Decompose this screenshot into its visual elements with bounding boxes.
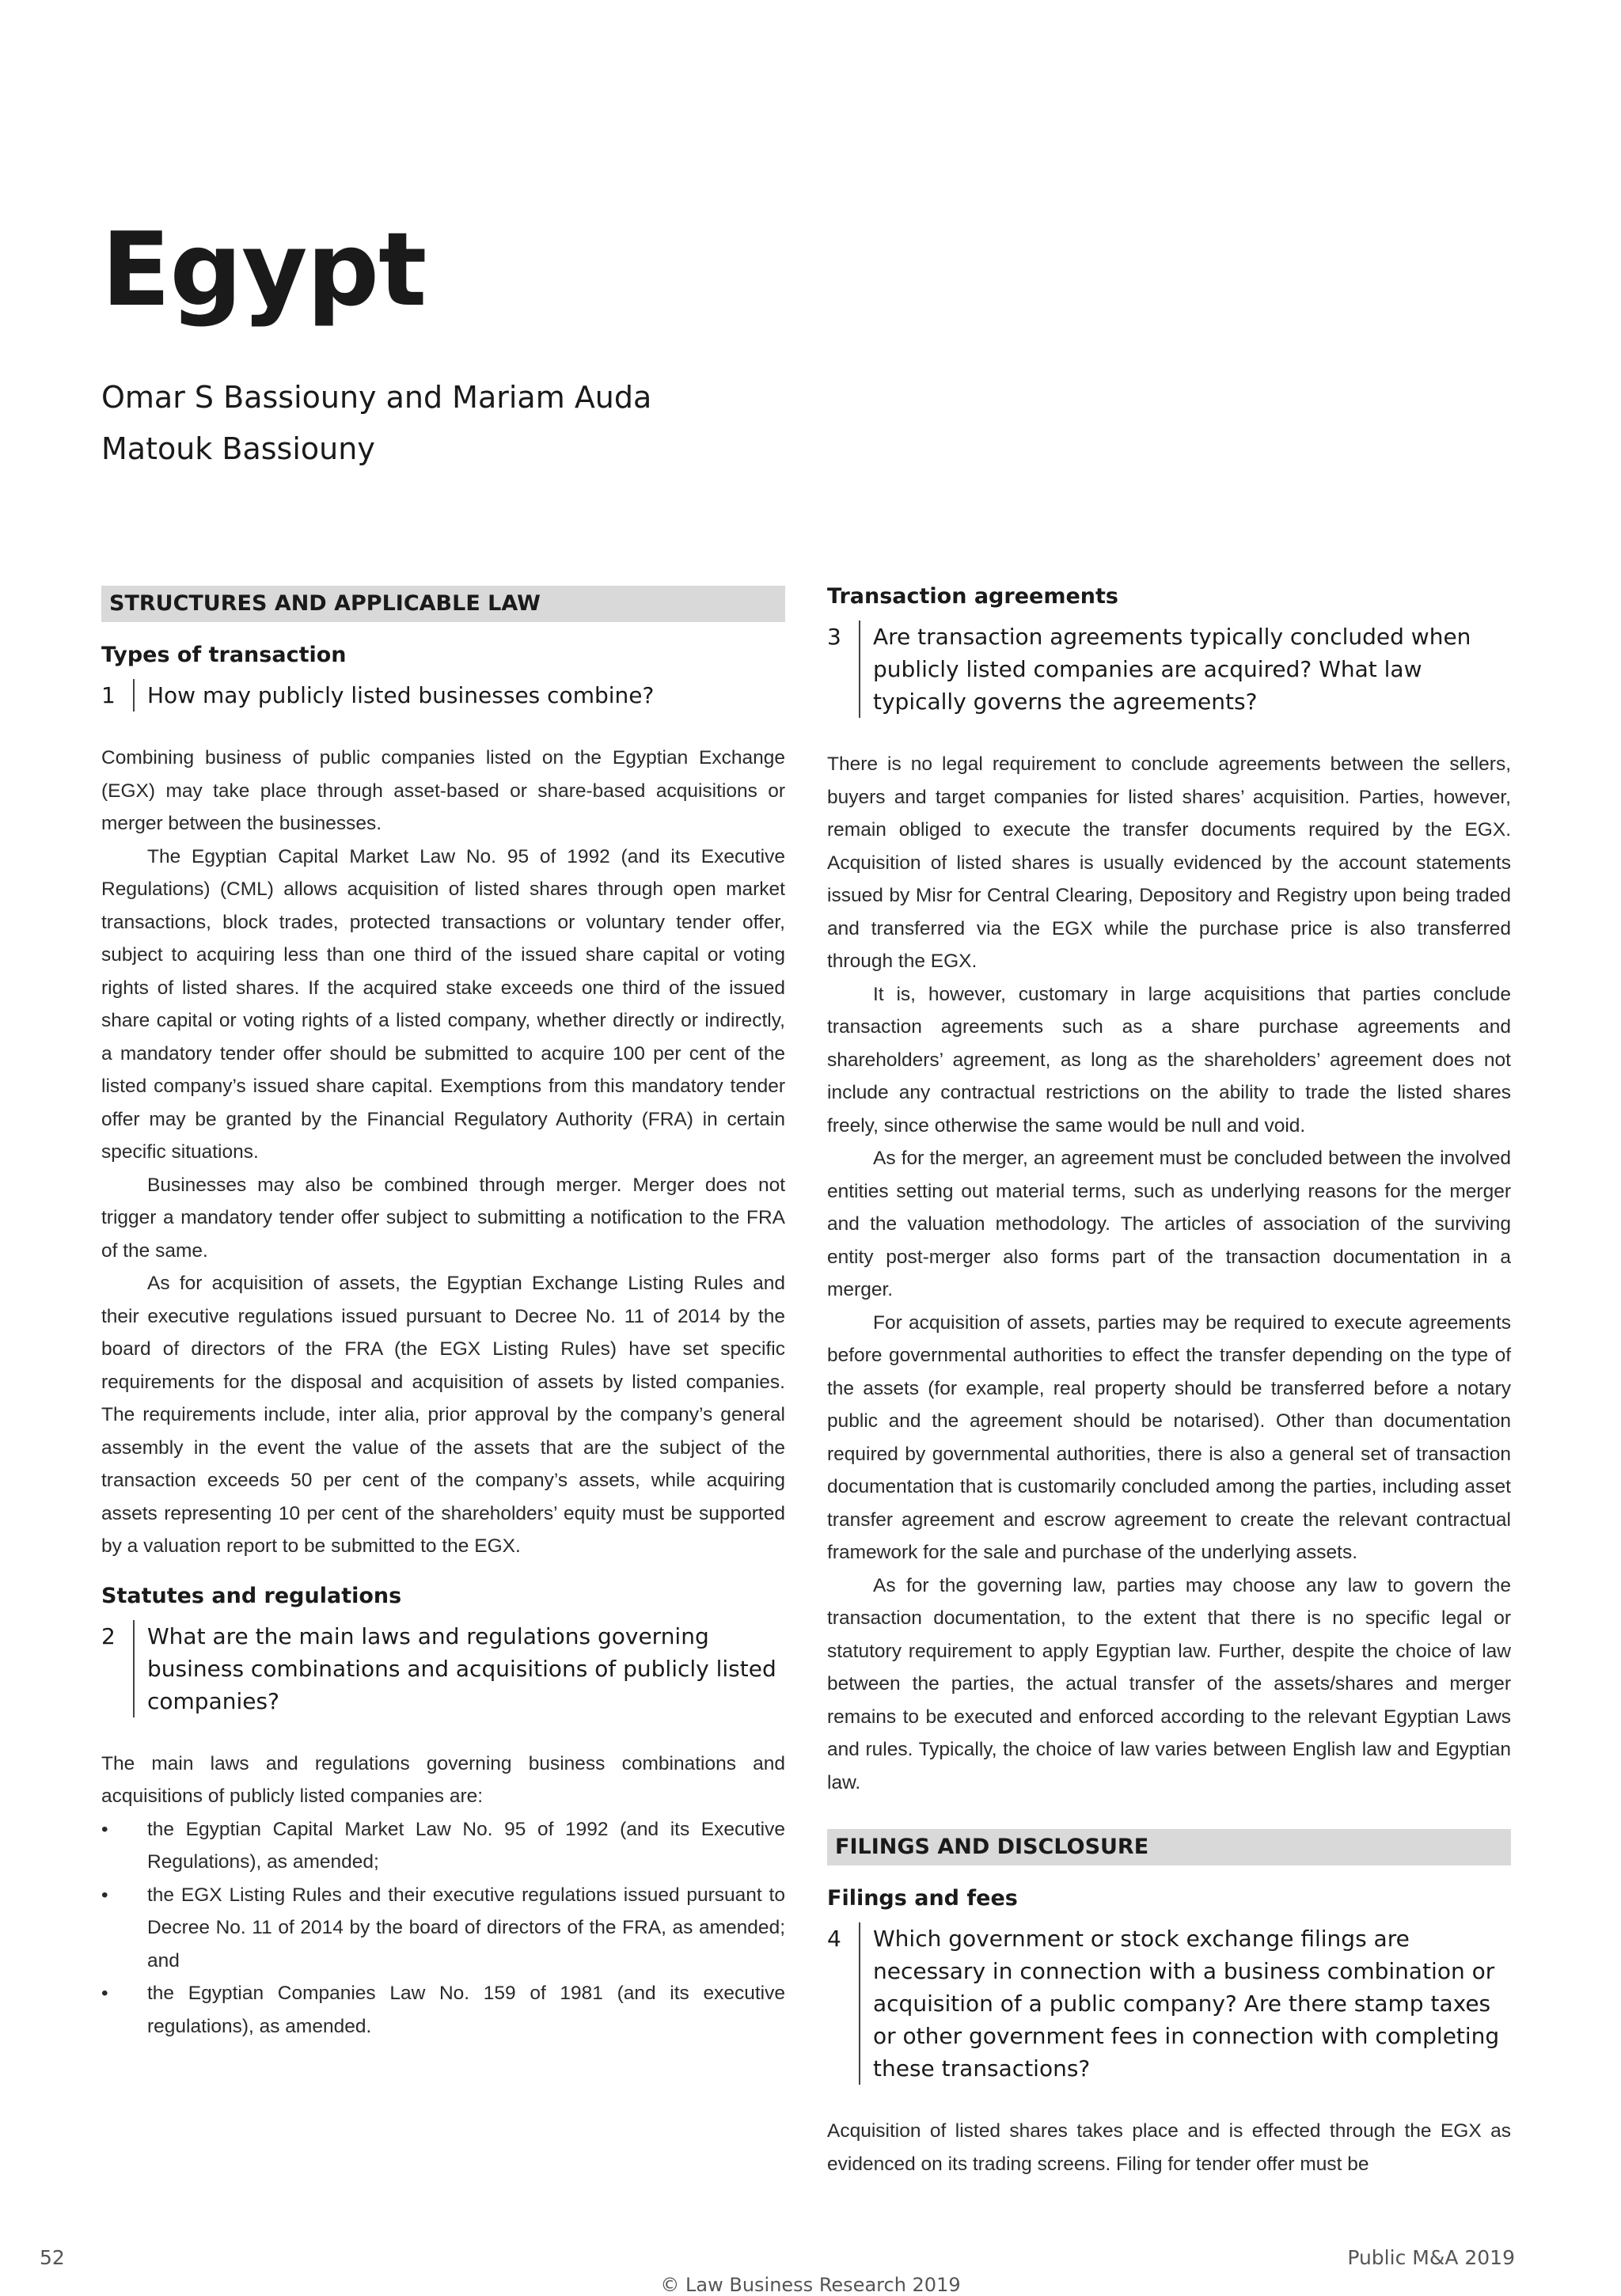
left-column [101, 586, 785, 2043]
section-heading: STRUCTURES AND APPLICABLE LAW [101, 586, 785, 622]
question [827, 1922, 1511, 2085]
page-title: Egypt [101, 211, 427, 329]
answer-paragraph: For acquisition of assets, parties may be required to execute agreements before governmental authorities to effect the transfer depending on the type of the assets (for example, real property should be transferred before a notary public and the agreement should be notarised). Other than documentation required by governmental authorities, there is also a general set of transaction documentation that is customarily concluded among the parties, including asset transfer agreement and escrow agreement to create the relevant contractual framework for the sale and purchase of the underlying assets. [827, 1311, 1511, 1563]
answer-paragraph: The Egyptian Capital Market Law No. 95 of 1992 (and its Executive Regulations) (CML) allows acquisition of listed shares through open market transactions, block trades, protected transactions or voluntary tender offer, subject to acquiring less than one third of the issued share capital or voting rights of listed shares. If the acquired stake exceeds one third of the issued share capital or voting rights of a listed company, whether directly or indirectly, a mandatory tender offer should be submitted to acquire 100 per cent of the listed company’s issued share capital. Exemptions from this mandatory tender offer may be granted by the Financial Regulatory Authority (FRA) in certain specific situations. [101, 845, 785, 1163]
copyright-notice: © Law Business Research 2019 [660, 2274, 961, 2296]
bullet-marker: • [101, 1818, 108, 1840]
question-text: How may publicly listed businesses combine? [133, 679, 654, 712]
question-number: 4 [827, 1926, 841, 1952]
authors: Omar S Bassiouny and Mariam Auda [101, 380, 652, 415]
right-column [827, 581, 1511, 2180]
question-number: 2 [101, 1622, 116, 1649]
answer-paragraph: As for the merger, an agreement must be concluded between the involved entities setting out material terms, such as underlying reasons for the merger and the valuation methodology. The articles of association of the surviving entity post-merger also forms part of the transaction documentation in a merger. [827, 1148, 1511, 1300]
question [827, 620, 1511, 718]
bullet-marker: • [101, 1983, 108, 2004]
question-number: 3 [827, 624, 841, 650]
answer-paragraph: There is no legal requirement to conclude agreements between the sellers, buyers and target companies for listed shares’ acquisition. Parties, however, remain obliged to execute the transfer documents required by the EGX. Acquisition of listed shares is usually evidenced by the account statements issued by Misr for Central Clearing, Depository and Registry upon being traded and transferred via the EGX while the purchase price is also transferred through the EGX. [827, 753, 1511, 972]
question-number: 1 [101, 682, 116, 708]
list-item: • the Egyptian Capital Market Law No. 95 of 1992 (and its Executive Regulations), as amended; [101, 1813, 785, 1879]
bullet-list [101, 1813, 785, 2044]
page-number: 52 [40, 2246, 65, 2269]
answer-paragraph: Acquisition of listed shares takes place and is effected through the EGX as evidenced on its trading screens. Filing for tender offer must be [827, 2120, 1511, 2175]
answer-paragraph: Combining business of public companies listed on the Egyptian Exchange (EGX) may take place through asset-based or share-based acquisitions or merger between the businesses. [101, 747, 785, 834]
list-item: • the Egyptian Companies Law No. 159 of 1981 (and its executive regulations), as amended. [101, 1977, 785, 2043]
answer-paragraph: As for the governing law, parties may choose any law to govern the transaction documentation, to the extent that there is no specific legal or statutory requirement to apply Egyptian law. Further, despite the choice of law between the parties, the actual transfer of the assets/shares and merger remains to be executed and enforced according to the relevant Egyptian Laws and rules. Typically, the choice of law varies between English law and Egyptian law. [827, 1574, 1511, 1793]
list-item: • the EGX Listing Rules and their executive regulations issued pursuant to Decree No. 11 of 2014 by the board of directors of the FRA, as amended; and [101, 1879, 785, 1978]
subheading: Statutes and regulations [101, 1583, 402, 1608]
answer-paragraph: As for acquisition of assets, the Egyptian Exchange Listing Rules and their executive regulations issued pursuant to Decree No. 11 of 2014 by the board of directors of the FRA (the EGX Listing Rules) have set specific requirements for the disposal and acquisition of assets by listed companies. The requirements include, inter alia, prior approval by the company’s general assembly in the event the value of the assets that are the subject of the transaction exceeds 50 per cent of the company’s assets, while acquiring assets representing 10 per cent of the shareholders’ equity must be supported by a valuation report to be submitted to the EGX. [101, 1273, 785, 1557]
question-text: Which government or stock exchange filings are necessary in connection with a business combination or acquisition of a public company? Are there stamp taxes or other government fees in connection with completing these transactions? [859, 1922, 1511, 2085]
question [101, 679, 785, 712]
question [101, 1620, 785, 1717]
question-text: Are transaction agreements typically concluded when publicly listed companies are acquired? What law typically governs the agreements? [859, 620, 1511, 718]
question-text: What are the main laws and regulations governing business combinations and acquisitions of publicly listed companies? [133, 1620, 785, 1717]
firm-name: Matouk Bassiouny [101, 431, 375, 466]
publication-name: Public M&A 2019 [1347, 2246, 1515, 2269]
subheading: Filings and fees [827, 1886, 1018, 1911]
section-heading: FILINGS AND DISCLOSURE [827, 1829, 1511, 1865]
answer-paragraph: The main laws and regulations governing business combinations and acquisitions of publicly listed companies are: [101, 1752, 785, 1807]
subheading: Types of transaction [101, 643, 347, 667]
answer-paragraph: It is, however, customary in large acquisitions that parties conclude transaction agreements such as a share purchase agreements and shareholders’ agreement, as long as the shareholders’ agreement does not include any contractual restrictions on the ability to trade the listed shares freely, since otherwise the same would be null and void. [827, 983, 1511, 1137]
subheading: Transaction agreements [827, 584, 1118, 609]
answer-paragraph: Businesses may also be combined through merger. Merger does not trigger a mandatory tender offer subject to submitting a notification to the FRA of the same. [101, 1174, 785, 1262]
bullet-marker: • [101, 1884, 108, 1906]
